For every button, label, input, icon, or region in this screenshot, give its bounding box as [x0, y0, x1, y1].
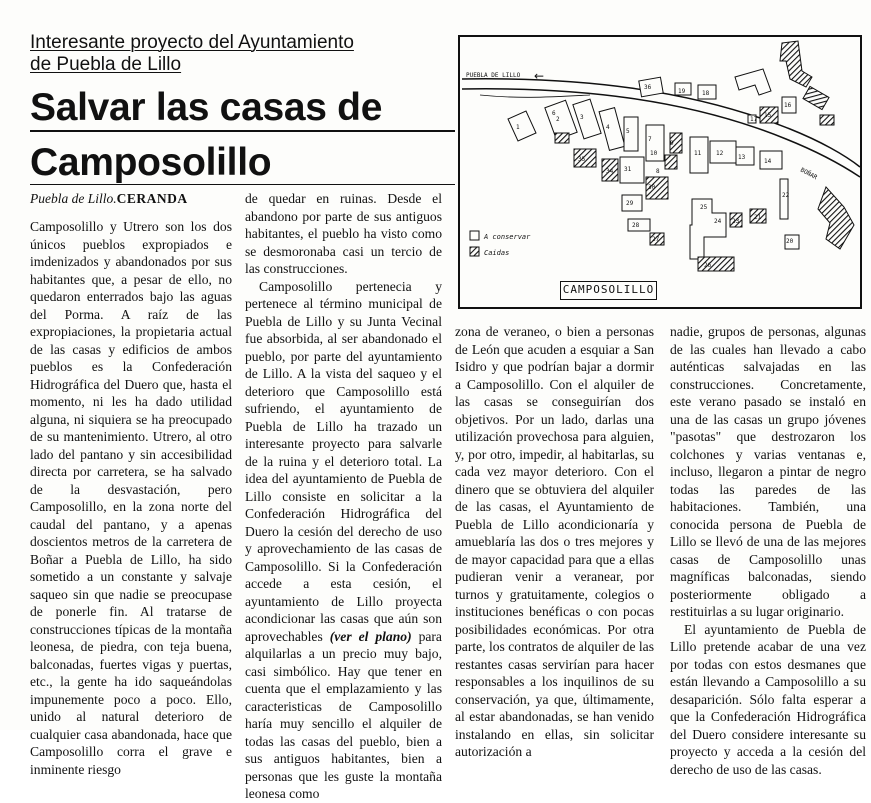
- house-number: 10: [650, 150, 658, 157]
- house-number: 25: [700, 204, 708, 211]
- house-number: 5: [626, 128, 630, 135]
- paragraph-text: para alquilarlas a un precio muy bajo, casi simbólico. Hay que tener en cuenta que el emplazamiento y las caracteristicas de Camposolillo haría muy sencillo el alquiler de todas las casas del pueblo, bien a sus antiguos habitantes, bien a personas que les guste la montaña leonesa como: [245, 628, 442, 801]
- article-column-2: [245, 190, 442, 803]
- house-number: 36: [644, 84, 652, 91]
- house-number: 21: [754, 214, 762, 221]
- house-number: 20: [786, 238, 794, 245]
- map-title: CAMPOSOLILLO: [560, 281, 657, 300]
- house-number: 9: [670, 140, 674, 147]
- headline-line-2: Camposolillo: [30, 141, 272, 184]
- village-map: [458, 35, 862, 309]
- article-paragraph: Camposolillo y Utrero son los dos únicos pueblos expropiados e imdenizados y abandonados por sus habitantes que, a pesar de ello, no quedaron enterrados bajo las aguas del Porma. A raíz de las expropiaciones, la propietaria actual de las casas y edificios de ambos pueblos es la Confederación Hidrográfica del Duero que, hasta el momento, ni les ha dado utilidad alguna, ni siquiera se ha preocupado de su mantenimiento. Utrero, al otro lado del pantano y sin accesibilidad directa por carretera, se ha salvado de la desvastación, pero Camposolillo, en la zona norte del caudal del pantano, y a apenas doscientos metros de la carretera de Boñar a Puebla de Lillo, ha sido sometido a un constante y salvaje saqueo sin que nadie se preocupase de ponerle fin. Al tratarse de construcciones típicas de la montaña leonesa, de piedra, con teja buena, balconadas, fuertes vigas y puertas, etc., la gente ha ido saqueándolas impunemente poco a poco. Ello, unido al natural deterioro de cualquier casa abandonada, hace que Camposolillo corra el grave e inminente riesgo: [30, 219, 232, 777]
- house-number: 28: [632, 222, 640, 229]
- road-label-east: BOÑAR: [799, 166, 819, 182]
- house-number: 19: [678, 88, 686, 95]
- byline-divider: [30, 184, 455, 185]
- house-number: 2: [556, 116, 560, 123]
- article-paragraph: nadie, grupos de personas, algunas de las cuales han llevado a cabo auténticas salvajadas en las construcciones. Concretamente, este verano pasado se instaló en una de las casas un grupo jóvenes "pasotas" que destrozaron los colchones y varias ventanas e, incluso, llegaron a pintar de negro todas las paredes de las habitaciones. También, una conocida persona de Puebla de Lillo se llevó de una de las mejores casas de Camposolillo unas magníficas balconadas, siendo posteriormente obligado a restituirlas a su lugar originario.: [670, 324, 866, 619]
- house-number: 6: [552, 110, 556, 117]
- headline-divider: [30, 130, 455, 132]
- house-number: 30: [648, 184, 656, 191]
- article-paragraph: zona de veraneo, o bien a personas de León que acuden a esquiar a San Isidro y que podrían bajar a dormir a Camposolillo. Con el alquiler de las casas se conseguirían dos objetivos. Por un lado, darlas una utilización provechosa para alguien, y, por otro, impedir, al habitarlas, su cada vez mayor deterioro. Con el dinero que se obtuviera del alquiler de las casas, el Ayuntamiento de Puebla de Lillo acondicionaría y amueblaría las dos o tres mejores y de mayor capacidad para que a ellas pudieran venir a veranear, por turnos y gratuitamente, colegios o instituciones benéficas o con pocas posibilidades económicas. Por otra parte, los contratos de alquiler de las restantes casas servirían para hacer responsables a los inquilinos de su conservación, ya que, últimamente, al estar abandonadas, se han venido instalando en ellas, sin solicitar autorización a: [455, 324, 654, 759]
- house-number: 3: [580, 114, 584, 121]
- house-number: 1: [516, 124, 520, 131]
- byline: [30, 190, 240, 207]
- article-paragraph: de quedar en ruinas. Desde el abandono por parte de sus antiguos habitantes, el pueblo ha visto como se desmoronaba casi un tercio de las construcciones.: [245, 191, 442, 276]
- kicker-line-1: Interesante proyecto del Ayuntamiento: [30, 32, 354, 53]
- houses-south: [508, 99, 854, 271]
- article-paragraph: [245, 278, 442, 803]
- house-number: 7: [648, 136, 652, 143]
- house-number: 26: [704, 262, 712, 269]
- byline-author: CERANDA: [116, 191, 188, 206]
- house-number: 29: [626, 200, 634, 207]
- house-number: 15: [764, 112, 772, 119]
- legend-swatch-caidas: [470, 247, 479, 256]
- kicker-line-2: de Puebla de Lillo: [30, 54, 182, 75]
- house-number: 17: [750, 116, 758, 123]
- house-number: 22: [782, 192, 790, 199]
- plan-reference: (ver el plano): [329, 628, 412, 644]
- byline-place: Puebla de Lillo.: [30, 191, 117, 206]
- article-column-1: [30, 218, 232, 778]
- house-number: 13: [738, 154, 746, 161]
- map-legend: [470, 231, 531, 257]
- article-paragraph: El ayuntamiento de Puebla de Lillo pretende acabar de una vez por todas con estos desmanes que están llevando a Camposolillo a su desaparición. Sólo falta esperar a que la Confederación Hidrográfica del Duero considere interesante su proyecto y acceda a la cesión del derecho de uso de las casas.: [670, 621, 866, 777]
- kicker: [30, 32, 430, 76]
- legend-label-conservar: A conservar: [484, 233, 531, 241]
- paragraph-text: Camposolillo pertenecia y pertenece al término municipal de Puebla de Lillo y su Junta Vecinal fue absorbida, al ser abandonado el pueblo, por parte del ayuntamiento de Lillo. A la vista del saqueo y el deterioro que Camposolillo está sufriendo, el ayuntamiento de Puebla de Lillo ha trazado un interesante proyecto para salvarle de la ruina y el deterioro total. La idea del ayuntamiento de Puebla de Lillo consiste en solicitar a la Confederación Hidrográfica del Duero la cesión del derecho de uso y aprovechamiento de las casas de Camposolillo. Si la Confederación accede a esta cesión, el ayuntamiento de Lillo proyecta acondicionar las casas que aún son aprovechables: [245, 278, 442, 644]
- house-number: 34: [606, 168, 614, 175]
- house-number: 16: [784, 102, 792, 109]
- side-path: [480, 95, 590, 97]
- arrow-west-icon: ←: [534, 69, 545, 83]
- house-number: 14: [764, 158, 772, 165]
- house-number: 8: [656, 168, 660, 175]
- house-number: 4: [606, 124, 610, 131]
- house-number: 23: [732, 218, 740, 225]
- house-number: 18: [702, 90, 710, 97]
- house-number: 11: [694, 150, 702, 157]
- map-drawing: [460, 37, 860, 307]
- house-number: 35: [578, 156, 586, 163]
- house-number: 27: [652, 236, 660, 243]
- legend-swatch-conservar: [470, 231, 479, 240]
- article-column-4: [670, 323, 866, 778]
- headline-line-1: Salvar las casas de: [30, 86, 383, 129]
- house-number: 12: [716, 150, 724, 157]
- house-number: 31: [624, 166, 632, 173]
- legend-label-caidas: Caidas: [484, 249, 510, 257]
- houses-north: [639, 41, 834, 125]
- article-column-3: [455, 323, 654, 761]
- house-number: 24: [714, 218, 722, 225]
- road-label-west: PUEBLA DE LILLO: [466, 72, 521, 79]
